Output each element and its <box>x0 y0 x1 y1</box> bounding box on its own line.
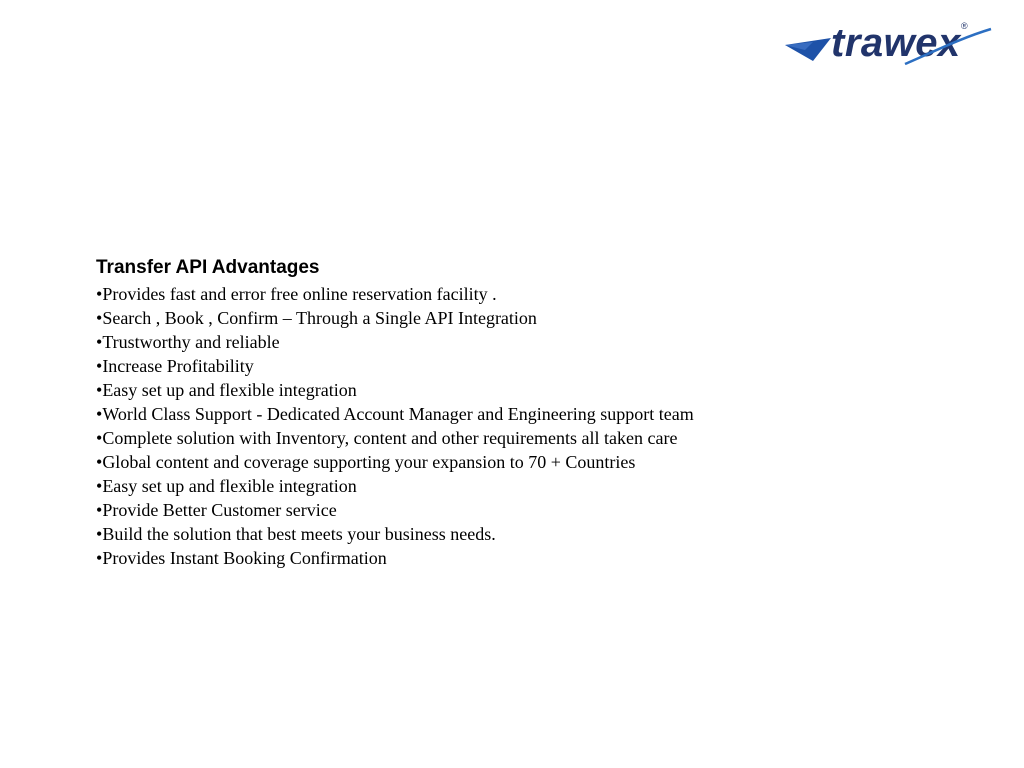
list-item <box>96 330 976 354</box>
bullet-char: • <box>96 284 103 304</box>
list-item <box>96 354 976 378</box>
list-item-text: Easy set up and flexible integration <box>102 380 357 400</box>
list-item <box>96 474 976 498</box>
logo-arrow-mark <box>783 36 833 62</box>
bullet-char: • <box>96 380 103 400</box>
list-item <box>96 306 976 330</box>
bullet-char: • <box>96 524 103 544</box>
list-item <box>96 522 976 546</box>
logo-text: trawex <box>831 21 961 65</box>
logo-swoosh <box>903 26 993 66</box>
advantages-list <box>96 282 976 570</box>
list-item <box>96 498 976 522</box>
list-item-text: Provide Better Customer service <box>102 500 337 520</box>
trawex-logo <box>783 22 993 70</box>
bullet-char: • <box>96 500 103 520</box>
logo-registered-mark: ® <box>961 21 968 31</box>
list-item-text: Provides Instant Booking Confirmation <box>102 548 387 568</box>
bullet-char: • <box>96 476 103 496</box>
list-item-text: Trustworthy and reliable <box>102 332 280 352</box>
list-item <box>96 402 976 426</box>
list-item-text: Global content and coverage supporting your expansion to 70 + Countries <box>102 452 636 472</box>
list-item-text: Build the solution that best meets your business needs. <box>102 524 496 544</box>
list-item-text: Increase Profitability <box>102 356 254 376</box>
bullet-char: • <box>96 332 103 352</box>
bullet-char: • <box>96 428 103 448</box>
bullet-char: • <box>96 452 103 472</box>
list-item-text: Search , Book , Confirm – Through a Single API Integration <box>102 308 537 328</box>
bullet-char: • <box>96 548 103 568</box>
list-item <box>96 282 976 306</box>
list-item-text: World Class Support - Dedicated Account Manager and Engineering support team <box>102 404 694 424</box>
slide-heading: Transfer API Advantages <box>96 257 320 278</box>
list-item <box>96 450 976 474</box>
list-item <box>96 426 976 450</box>
list-item-text: Easy set up and flexible integration <box>102 476 357 496</box>
list-item-text: Complete solution with Inventory, content and other requirements all taken care <box>102 428 678 448</box>
bullet-char: • <box>96 356 103 376</box>
list-item <box>96 546 976 570</box>
bullet-char: • <box>96 308 103 328</box>
logo-arrow-shape <box>785 38 831 61</box>
list-item <box>96 378 976 402</box>
list-item-text: Provides fast and error free online reservation facility . <box>102 284 497 304</box>
bullet-char: • <box>96 404 103 424</box>
slide-content <box>96 256 976 570</box>
